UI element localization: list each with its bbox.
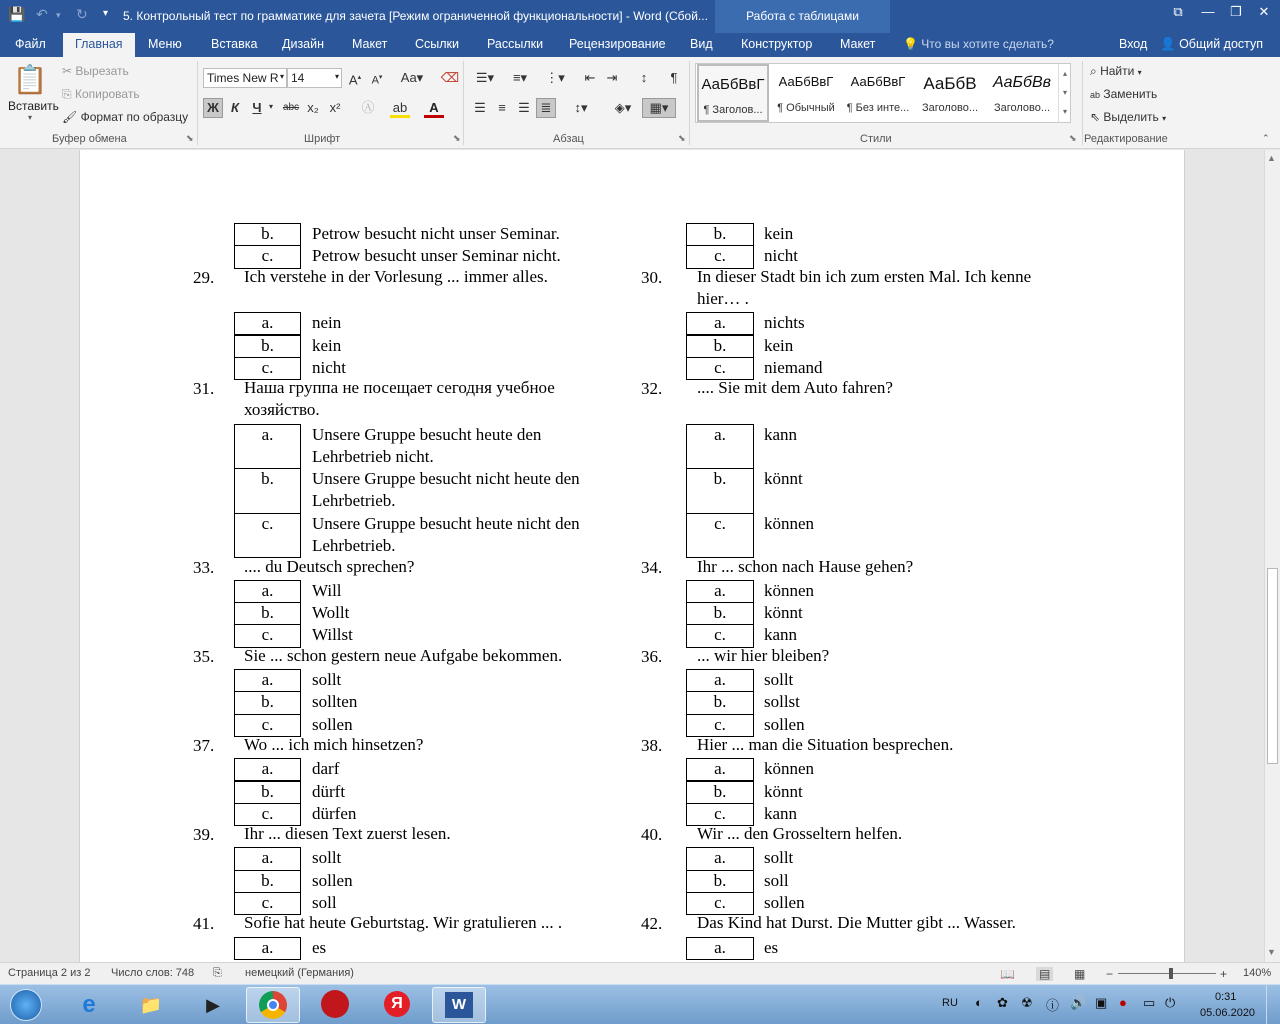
redo-icon[interactable]: ↻ xyxy=(76,6,88,22)
question-number: 42. xyxy=(641,914,663,934)
option-letter-cell: a. xyxy=(686,580,754,603)
option-letter-cell: c. xyxy=(686,624,754,647)
option-letter-cell: b. xyxy=(686,691,754,714)
find-button[interactable]: ⌕ Найти ▾ xyxy=(1090,64,1142,78)
ribbon-tabs xyxy=(0,33,1280,57)
font-name-combo[interactable]: Times New R ▾ xyxy=(203,68,287,88)
option-text: könnt xyxy=(764,469,803,489)
option-letter-cell: c. xyxy=(234,892,301,915)
sort-icon[interactable]: ↕ xyxy=(640,70,648,85)
question-text: Sie ... schon gestern neue Aufgabe bekommen. xyxy=(244,645,563,665)
option-letter-cell: a. xyxy=(234,580,301,603)
option-letter-cell: b. xyxy=(234,223,301,246)
multilevel-list-icon[interactable]: ⋮▾ xyxy=(545,70,565,85)
option-letter-cell: a. xyxy=(234,669,301,692)
shading-icon[interactable]: ◈▾ xyxy=(614,100,632,115)
lightbulb-icon: 💡 xyxy=(903,37,918,51)
taskbar-chrome[interactable] xyxy=(246,987,300,1023)
media-player-icon: ▶ xyxy=(206,995,220,1015)
question-number: 29. xyxy=(193,267,215,287)
question-text: Wir ... den Grosseltern helfen. xyxy=(697,824,903,844)
italic-button[interactable]: К xyxy=(231,100,239,115)
chevron-down-icon: ▾ xyxy=(279,72,284,81)
undo-dropdown-icon[interactable]: ▾ xyxy=(56,10,61,20)
clipboard-icon: 📋 xyxy=(12,64,48,95)
chrome-icon xyxy=(259,991,287,1019)
folder-icon: 📁 xyxy=(139,995,163,1015)
option-text: nicht xyxy=(764,246,798,266)
option-letter-cell: b. xyxy=(234,781,301,804)
question-number: 37. xyxy=(193,735,215,755)
question-number: 30. xyxy=(641,267,663,287)
bold-button[interactable]: Ж xyxy=(203,98,223,118)
option-text: nicht xyxy=(312,357,346,377)
style-heading-1[interactable]: АаБбВ Заголово... xyxy=(921,74,979,114)
context-tab-label: Работа с таблицами xyxy=(715,0,890,33)
web-layout-icon[interactable]: ▦ xyxy=(1074,967,1086,981)
option-text: soll xyxy=(764,870,789,890)
volume-icon[interactable]: 🔊 xyxy=(1070,995,1087,1010)
yandex-icon: Я xyxy=(384,991,410,1017)
ribbon xyxy=(0,57,1280,149)
paragraph-launcher-icon[interactable]: ⬊ xyxy=(678,133,686,143)
option-letter-cell: c. xyxy=(686,803,754,826)
option-text: darf xyxy=(312,759,340,779)
numbering-icon[interactable]: ≡▾ xyxy=(512,70,528,85)
word-count[interactable]: Число слов: 748 xyxy=(111,967,195,979)
question-number: 41. xyxy=(193,914,215,934)
styles-scroll[interactable] xyxy=(1058,64,1071,122)
option-letter-cell: a. xyxy=(686,937,754,960)
question-text: ... wir hier bleiben? xyxy=(697,645,830,665)
chevron-down-icon: ▾ xyxy=(334,72,339,81)
tab-table-design[interactable]: Конструктор xyxy=(741,37,813,51)
style-normal[interactable]: АаБбВвГ ¶ Обычный xyxy=(777,74,835,114)
question-number: 35. xyxy=(193,646,215,666)
option-letter-cell: b. xyxy=(686,602,754,625)
question-number: 38. xyxy=(641,735,663,755)
chrome-center xyxy=(267,999,279,1011)
question-text: Sofie hat heute Geburtstag. Wir gratulieren ... . xyxy=(244,913,563,933)
search-icon: ⌕ xyxy=(1090,64,1097,78)
option-text: nichts xyxy=(764,313,805,333)
font-size-combo[interactable]: 14 ▾ xyxy=(287,68,342,88)
ribbon-display-options-icon[interactable]: ⧉ xyxy=(1173,4,1183,19)
zoom-in-icon[interactable]: + xyxy=(1220,967,1228,981)
start-button[interactable] xyxy=(2,987,50,1023)
network-icon[interactable]: ▣ xyxy=(1095,995,1108,1010)
undo-icon[interactable]: ↶ xyxy=(36,6,48,22)
tab-references[interactable]: Ссылки xyxy=(415,37,460,51)
option-letter-cell: c. xyxy=(686,892,754,915)
chevron-down-icon[interactable]: ▾ xyxy=(1062,88,1067,97)
tray-flower-icon[interactable]: ✿ xyxy=(997,995,1008,1010)
scroll-up-icon[interactable]: ▲ xyxy=(1267,153,1276,163)
borders-icon[interactable]: ▦▾ xyxy=(642,98,676,118)
option-text: Unsere Gruppe besucht nicht heute den Lehrbetrieb. xyxy=(312,469,580,511)
title-bar xyxy=(0,0,1280,33)
option-letter-cell: a. xyxy=(686,758,754,781)
tray-display-icon[interactable]: ▭ xyxy=(1143,995,1156,1010)
chevron-down-icon[interactable]: ▾ xyxy=(269,102,274,111)
option-letter-cell: c. xyxy=(234,624,301,647)
format-painter-button[interactable]: 🖌 Формат по образцу xyxy=(62,110,189,124)
chevron-down-icon: ▾ xyxy=(1137,68,1142,77)
option-text: Wollt xyxy=(312,603,350,623)
cursor-icon: ⇖ xyxy=(1090,110,1101,124)
option-text: Petrow besucht unser Seminar nicht. xyxy=(312,246,561,266)
scissors-icon: ✂ xyxy=(62,64,73,78)
option-letter-cell: a. xyxy=(686,312,754,335)
option-text: sollt xyxy=(312,848,342,868)
group-separator xyxy=(689,61,690,145)
option-text: sollen xyxy=(312,714,353,734)
tab-layout[interactable]: Макет xyxy=(352,37,388,51)
print-layout-icon[interactable]: ▤ xyxy=(1036,967,1053,981)
underline-button[interactable]: Ч xyxy=(252,100,262,115)
tab-design[interactable]: Дизайн xyxy=(282,37,325,51)
option-letter-cell: a. xyxy=(234,312,301,335)
option-text: kann xyxy=(764,803,798,823)
font-color-icon[interactable]: A xyxy=(424,98,444,118)
tray-power-icon[interactable]: ⏻ xyxy=(1165,995,1176,1010)
question-number: 32. xyxy=(641,379,663,399)
option-letter-cell: b. xyxy=(686,781,754,804)
question-text: Ihr ... diesen Text zuerst lesen. xyxy=(244,824,451,844)
option-text: nein xyxy=(312,313,342,333)
chevron-down-icon: ▾ xyxy=(27,113,32,122)
save-icon[interactable]: 💾 xyxy=(8,6,26,22)
share-button[interactable]: 👤 Общий доступ xyxy=(1160,37,1264,51)
option-text: Petrow besucht nicht unser Seminar. xyxy=(312,224,560,243)
option-text: kein xyxy=(312,335,342,355)
taskbar-app-red[interactable] xyxy=(308,987,362,1023)
superscript-button[interactable]: x² xyxy=(329,100,341,115)
option-text: können xyxy=(764,513,815,533)
tab-review[interactable]: Рецензирование xyxy=(569,37,666,51)
change-case-icon[interactable]: Aa▾ xyxy=(400,70,424,85)
brush-icon: 🖌 xyxy=(62,110,78,124)
subscript-button[interactable]: x₂ xyxy=(307,100,319,115)
option-text: kann xyxy=(764,625,798,645)
question-text: .... du Deutsch sprechen? xyxy=(244,556,415,576)
question-text: Das Kind hat Durst. Die Mutter gibt ... Wasser. xyxy=(697,913,1016,933)
option-text: sollt xyxy=(312,670,342,689)
option-text: kein xyxy=(764,335,794,355)
question-number: 39. xyxy=(193,825,215,845)
tab-table-layout[interactable]: Макет xyxy=(840,37,876,51)
option-letter-cell: a. xyxy=(686,669,754,692)
editing-group-label: Редактирование xyxy=(1084,133,1168,145)
line-spacing-icon[interactable]: ↕▾ xyxy=(574,100,588,115)
question-number: 33. xyxy=(193,557,215,577)
red-app-icon xyxy=(321,990,349,1018)
question-text: Ihr ... schon nach Hause gehen? xyxy=(697,556,914,576)
option-text: Unsere Gruppe besucht heute den Lehrbetrieb nicht. xyxy=(312,424,542,466)
option-text: können xyxy=(764,580,815,600)
show-desktop-button[interactable] xyxy=(1266,985,1280,1024)
tray-info-icon[interactable]: ⓘ xyxy=(1046,998,1060,1013)
option-letter-cell: c. xyxy=(234,803,301,826)
option-letter-cell: a. xyxy=(686,847,754,870)
question-number: 36. xyxy=(641,646,663,666)
clear-formatting-icon[interactable]: ⌫ xyxy=(440,70,460,85)
question-text: In dieser Stadt bin ich zum ersten Mal. Ich kenne hier… . xyxy=(697,266,1032,308)
option-text: sollen xyxy=(312,870,353,890)
question-number: 34. xyxy=(641,557,663,577)
page-count[interactable]: Страница 2 из 2 xyxy=(8,967,91,979)
align-center-icon[interactable]: ≡ xyxy=(498,100,506,115)
font-launcher-icon[interactable]: ⬊ xyxy=(453,133,461,143)
group-separator xyxy=(463,61,464,145)
minimize-button[interactable]: — xyxy=(1201,4,1215,19)
clock-date[interactable]: 05.06.2020 xyxy=(1200,1007,1256,1019)
option-letter-cell: c. xyxy=(234,245,301,268)
option-text: könnt xyxy=(764,603,803,623)
option-letter-cell: a. xyxy=(234,937,301,960)
window-title: 5. Контрольный тест по грамматике для зачета [Режим ограниченной функциональности] - Word (Сбой... xyxy=(123,9,708,23)
read-mode-icon[interactable]: 📖 xyxy=(1000,967,1015,981)
language-indicator[interactable]: немецкий (Германия) xyxy=(245,967,354,979)
option-text: sollst xyxy=(764,692,800,712)
person-icon: 👤 xyxy=(1160,37,1176,51)
option-letter-cell: b. xyxy=(234,335,301,358)
tray-avast-icon[interactable]: ◐ xyxy=(975,995,983,1010)
option-letter-cell: b. xyxy=(234,602,301,625)
question-text: Hier ... man die Situation besprechen. xyxy=(697,734,954,754)
replace-icon: ab xyxy=(1090,90,1101,100)
tray-app-icon[interactable]: ☢ xyxy=(1021,995,1033,1010)
option-letter-cell: b. xyxy=(686,870,754,893)
taskbar-media-player[interactable] xyxy=(186,987,240,1023)
tab-view[interactable]: Вид xyxy=(690,37,713,51)
more-styles-icon[interactable]: ▾ xyxy=(1062,107,1067,116)
question-text: .... Sie mit dem Auto fahren? xyxy=(697,378,893,398)
tab-mailings[interactable]: Рассылки xyxy=(487,37,544,51)
option-letter-cell: c. xyxy=(686,513,754,559)
proofing-icon[interactable]: ⎘ xyxy=(213,967,222,979)
styles-group-label: Стили xyxy=(860,133,892,145)
option-letter-cell: c. xyxy=(234,357,301,380)
tab-menu[interactable]: Меню xyxy=(148,37,182,51)
option-text: können xyxy=(764,759,815,779)
option-text: sollten xyxy=(312,692,358,712)
option-text: soll xyxy=(312,893,337,912)
bullets-icon[interactable]: ☰▾ xyxy=(475,70,495,85)
question-text: Наша группа не посещает сегодня учебное хозяйство. xyxy=(244,378,555,420)
tray-red-icon[interactable]: ● xyxy=(1119,995,1127,1010)
option-text: dürfen xyxy=(312,803,357,823)
decrease-indent-icon[interactable]: ⇤ xyxy=(584,70,596,85)
question-number: 31. xyxy=(193,379,215,399)
keyboard-language[interactable]: RU xyxy=(942,997,958,1009)
increase-indent-icon[interactable]: ⇥ xyxy=(606,70,618,85)
option-letter-cell: b. xyxy=(686,468,754,514)
word-icon: W xyxy=(445,992,473,1018)
taskbar-explorer[interactable] xyxy=(124,987,178,1023)
restore-button[interactable]: ❐ xyxy=(1230,4,1242,19)
internet-explorer-icon: e xyxy=(82,991,96,1018)
tab-home[interactable]: Главная xyxy=(63,33,135,57)
collapse-ribbon-icon[interactable]: ⌃ xyxy=(1262,133,1270,143)
shrink-font-icon[interactable]: A▾ xyxy=(371,74,383,87)
sign-in-link[interactable]: Вход xyxy=(1119,37,1148,51)
strikethrough-button[interactable]: abc xyxy=(282,102,300,113)
tab-insert[interactable]: Вставка xyxy=(211,37,258,51)
cut-button[interactable]: ✂ Вырезать xyxy=(62,64,129,78)
zoom-out-icon[interactable]: − xyxy=(1106,967,1114,981)
option-letter-cell: b. xyxy=(234,691,301,714)
chevron-up-icon[interactable]: ▴ xyxy=(1062,69,1067,78)
copy-button[interactable]: ⎘ Копировать xyxy=(62,87,140,101)
option-text: kein xyxy=(764,224,794,243)
group-separator xyxy=(197,61,198,145)
document-page[interactable] xyxy=(79,150,1185,962)
grow-font-icon[interactable]: A▴ xyxy=(348,72,362,88)
option-letter-cell: c. xyxy=(686,714,754,737)
option-text: sollt xyxy=(764,670,794,689)
option-text: dürft xyxy=(312,781,346,801)
align-left-icon[interactable]: ☰ xyxy=(474,100,486,115)
windows-logo-icon xyxy=(10,989,42,1021)
zoom-slider[interactable] xyxy=(1118,973,1216,974)
taskbar-word[interactable] xyxy=(432,987,486,1023)
option-letter-cell: a. xyxy=(234,758,301,781)
option-text: Willst xyxy=(312,625,353,645)
zoom-level[interactable]: 140% xyxy=(1243,967,1272,979)
option-text: niemand xyxy=(764,357,823,377)
option-letter-cell: a. xyxy=(686,424,754,470)
clock-time[interactable]: 0:31 xyxy=(1215,991,1237,1003)
option-text: sollt xyxy=(764,848,794,868)
copy-icon: ⎘ xyxy=(62,87,72,101)
option-letter-cell: a. xyxy=(234,847,301,870)
option-text: sollen xyxy=(764,714,805,734)
scroll-thumb[interactable] xyxy=(1267,568,1278,764)
option-letter-cell: c. xyxy=(686,245,754,268)
style-heading-2[interactable]: АаБбВв Заголово... xyxy=(992,74,1051,114)
paragraph-group-label: Абзац xyxy=(553,133,584,145)
zoom-slider-thumb[interactable] xyxy=(1169,968,1173,979)
clipboard-launcher-icon[interactable]: ⬊ xyxy=(186,133,194,143)
option-text: Will xyxy=(312,580,342,600)
question-text: Wo ... ich mich hinsetzen? xyxy=(244,734,424,754)
font-group-label: Шрифт xyxy=(304,133,341,145)
option-letter-cell: a. xyxy=(234,424,301,470)
justify-icon[interactable]: ≣ xyxy=(536,98,556,118)
option-text: kann xyxy=(764,424,798,444)
show-marks-icon[interactable]: ¶ xyxy=(670,70,678,85)
vertical-scrollbar[interactable] xyxy=(1264,150,1280,962)
option-letter-cell: b. xyxy=(686,335,754,358)
status-bar xyxy=(0,962,1280,984)
styles-launcher-icon[interactable]: ⬊ xyxy=(1069,133,1077,143)
paste-button[interactable]: 📋 Вставить ▾ xyxy=(8,61,52,131)
option-letter-cell: b. xyxy=(234,870,301,893)
chevron-down-icon: ▾ xyxy=(1162,114,1167,123)
option-text: es xyxy=(312,937,327,957)
question-number: 40. xyxy=(641,825,663,845)
customize-qat-icon[interactable]: ▾ xyxy=(103,8,109,19)
style-heading[interactable]: АаБбВвГ ¶ Заголов... xyxy=(697,64,769,122)
option-text: es xyxy=(764,937,779,957)
option-text: könnt xyxy=(764,781,803,801)
scroll-down-icon[interactable]: ▼ xyxy=(1267,947,1276,957)
question-text: Ich verstehe in der Vorlesung ... immer alles. xyxy=(244,266,548,286)
select-button[interactable]: ⇖ Выделить ▾ xyxy=(1090,110,1167,124)
option-letter-cell: c. xyxy=(686,357,754,380)
option-letter-cell: c. xyxy=(234,714,301,737)
taskbar-yandex[interactable] xyxy=(370,987,424,1023)
align-right-icon[interactable]: ☰ xyxy=(518,100,530,115)
close-button[interactable]: ✕ xyxy=(1258,4,1270,19)
replace-button[interactable]: ab Заменить xyxy=(1090,87,1158,101)
group-separator xyxy=(1082,61,1083,145)
tell-me-search[interactable]: 💡 Что вы хотите сделать? xyxy=(903,37,1054,51)
option-text: Unsere Gruppe besucht heute nicht den Lehrbetrieb. xyxy=(312,513,580,555)
option-letter-cell: b. xyxy=(234,468,301,514)
option-text: sollen xyxy=(764,893,805,912)
text-effects-icon[interactable]: Ⓐ xyxy=(361,100,375,115)
document-area xyxy=(0,150,1264,962)
windows-taskbar xyxy=(0,984,1280,1024)
option-letter-cell: c. xyxy=(234,513,301,559)
option-letter-cell: b. xyxy=(686,223,754,246)
style-no-spacing[interactable]: АаБбВвГ ¶ Без инте... xyxy=(846,74,910,114)
highlight-icon[interactable]: ab xyxy=(390,98,410,118)
tab-file[interactable]: Файл xyxy=(15,37,46,51)
styles-gallery xyxy=(695,63,1071,123)
clipboard-group-label: Буфер обмена xyxy=(52,133,127,145)
taskbar-internet-explorer[interactable] xyxy=(62,987,116,1023)
